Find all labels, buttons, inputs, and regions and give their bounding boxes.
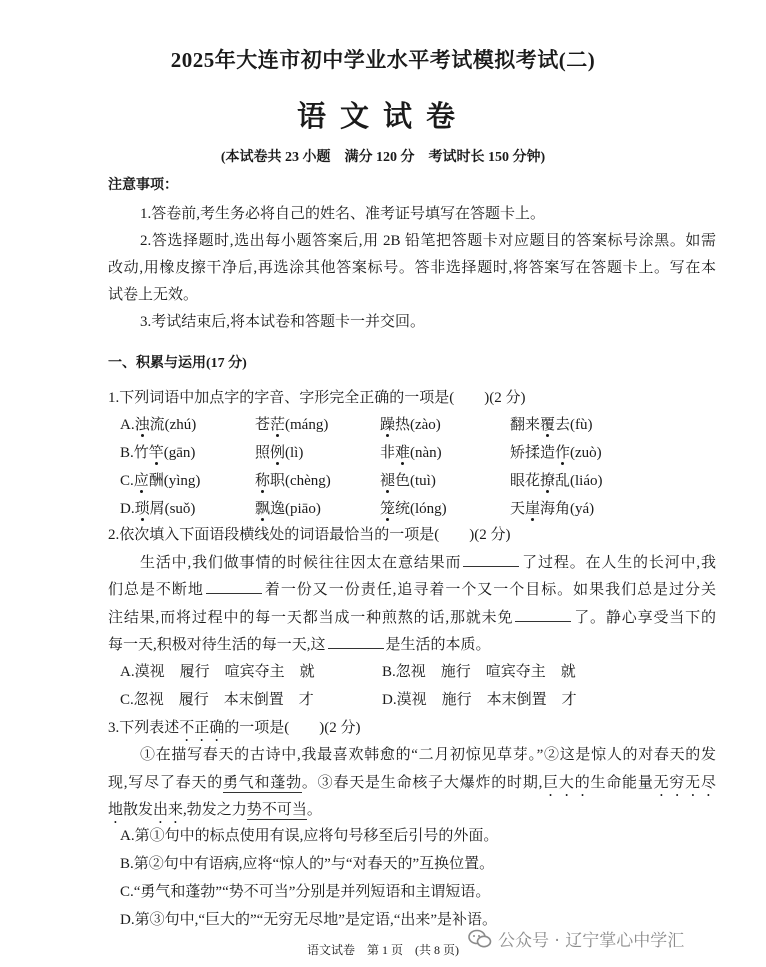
option-word: 躁热(zào) [380, 417, 441, 433]
watermark-text: 公众号 · 辽宁掌心中学汇 [498, 931, 685, 951]
option-word: 浊流(zhú) [134, 417, 197, 433]
passage-text: 们总是不断地 [108, 582, 204, 598]
option-word: 照例(lì) [255, 445, 304, 461]
option-d-word-item [380, 499, 447, 519]
option-d-word-item [255, 499, 321, 519]
passage-line [108, 634, 491, 655]
emphasis-dot [386, 518, 389, 521]
emphasis-dot [401, 462, 404, 465]
passage-line [108, 773, 716, 800]
passage-text: 每一天,积极对待生活的每一天,这 [108, 637, 326, 653]
fill-blank [206, 579, 262, 594]
text-segment: 散发 [123, 802, 154, 818]
option-word: 苍茫(máng) [255, 417, 329, 433]
text-segment: 3.下列表述 [108, 720, 180, 736]
emphasis-dot [546, 434, 549, 437]
dotted-text: 巨大的 [542, 775, 591, 791]
emphasis-dot [386, 434, 389, 437]
notice-item-cont: 改动,用橡皮擦干净后,再选涂其他答案标号。答非选择题时,将答案写在答题卡上。写在本 [108, 260, 716, 276]
text-segment: 。③春天是生命核子大爆炸的时期, [301, 775, 543, 791]
passage-line [108, 607, 716, 628]
emphasis-dot [155, 462, 158, 465]
watermark [468, 926, 684, 951]
text-segment: ①在描写春天的古诗中,我最喜欢韩愈的“二月初惊见草芽。”②这是惊人的对春天的发 [140, 747, 716, 763]
dotted-text: 出来 [153, 802, 184, 818]
emphasis-dot [140, 490, 143, 493]
option-word: 眼花撩乱(liáo) [510, 473, 603, 489]
option-b: B.忽视 施行 喧宾夺主 就 [382, 664, 576, 680]
notice-item: 1.答卷前,考生务必将自己的姓名、准考证号填写在答题卡上。 [140, 206, 546, 222]
dotted-text: 不正确 [179, 720, 225, 736]
emphasis-dot [276, 434, 279, 437]
option-word: 天崖海角(yá) [510, 501, 595, 517]
option-word: 非难(nàn) [380, 445, 442, 461]
passage-text: 着一份又一份责任,追寻着一个又一个目标。如果我们总是过分关 [263, 582, 716, 598]
section-heading: 一、积累与运用(17 分) [108, 356, 247, 371]
text-segment: 。 [306, 802, 322, 818]
passage-text: 了。静心享受当下的 [573, 610, 716, 626]
fill-blank [515, 607, 571, 622]
option-word: 飘逸(piāo) [255, 501, 321, 517]
dotted-text: 无穷无尽 [653, 775, 716, 791]
option-a-word-item [510, 415, 593, 435]
option-a: A.第①句中的标点使用有误,应将句号移至后引号的外面。 [120, 828, 499, 844]
text-segment: ,勃发之力 [183, 802, 247, 818]
notice-heading: 注意事项： [108, 178, 178, 193]
notice-item: 2.答选择题时,选出每小题答案后,用 2B 铅笔把答题卡对应题目的答案标号涂黑。如需 [140, 233, 716, 249]
emphasis-dot [261, 490, 264, 493]
question-stem: 1.下列词语中加点字的字音、字形完全正确的一项是( )(2 分) [108, 390, 526, 406]
option-d: D.第③句中,“巨大的”“无穷无尽地”是定语,“出来”是补语。 [120, 912, 498, 928]
dotted-text: 地 [108, 802, 124, 818]
emphasis-dot [546, 490, 549, 493]
passage-line [108, 579, 716, 600]
option-b-word-item [120, 443, 195, 463]
option-d-word-item [120, 499, 195, 519]
option-c-word-item [380, 471, 436, 491]
exam-title: 2025年大连市初中学业水平考试模拟考试(二) [170, 48, 596, 72]
passage-line [108, 800, 322, 827]
option-word: 矫揉造作(zuò) [510, 445, 602, 461]
option-a-word-item [255, 415, 328, 435]
emphasis-dot [261, 518, 264, 521]
passage-text: 注结果,而将过程中的每一天都当成一种煎熬的话,那就未免 [108, 610, 514, 626]
option-b: B.第②句中有语病,应将“惊人的”与“对春天的”互换位置。 [120, 856, 495, 872]
option-b-word-item [255, 443, 303, 463]
option-c: C.忽视 履行 本末倒置 才 [120, 692, 314, 708]
question-stem: 2.依次填入下面语段横线处的词语最恰当的一项是( )(2 分) [108, 527, 511, 543]
emphasis-dot [276, 462, 279, 465]
exam-info: (本试卷共 23 小题 满分 120 分 考试时长 150 分钟) [220, 150, 546, 165]
subject-title: 语文试卷 [296, 101, 469, 133]
option-d: D.漠视 施行 本末倒置 才 [382, 692, 577, 708]
emphasis-dot [531, 518, 534, 521]
option-c-word-item [255, 471, 331, 491]
option-word: 翻来覆去(fù) [510, 417, 593, 433]
wechat-icon [468, 929, 492, 949]
option-label: A. [120, 417, 135, 433]
option-word: 称职(chèng) [255, 473, 331, 489]
option-word: 竹竿(gān) [133, 445, 196, 461]
fill-blank [463, 552, 519, 567]
emphasis-dot [561, 462, 564, 465]
passage-text: 了过程。在人生的长河中,我 [521, 555, 716, 571]
option-label: B. [120, 445, 134, 461]
option-a-word-item [120, 415, 196, 435]
passage-line [140, 552, 716, 573]
passage-line [140, 745, 716, 765]
option-a-word-item [380, 415, 441, 435]
passage-text: 生活中,我们做事情的时候往往因太在意结果而 [140, 555, 462, 571]
emphasis-dot [141, 518, 144, 521]
underlined-text: 勇气和蓬勃 [223, 775, 302, 791]
option-c-word-item [120, 471, 200, 491]
option-label: C. [120, 473, 134, 489]
question-stem [108, 718, 361, 745]
option-a: A.漠视 履行 喧宾夺主 就 [120, 664, 315, 680]
fill-blank [328, 634, 384, 649]
option-word: 笼统(lóng) [380, 501, 447, 517]
emphasis-dot [386, 490, 389, 493]
notice-item-cont: 试卷上无效。 [108, 287, 199, 303]
option-word: 褪色(tuì) [380, 473, 436, 489]
option-b-word-item [510, 443, 602, 463]
emphasis-dot [141, 434, 144, 437]
notice-item: 3.考试结束后,将本试卷和答题卡一并交回。 [140, 314, 426, 330]
text-segment: 的一项是( )(2 分) [224, 720, 361, 736]
option-d-word-item [510, 499, 594, 519]
passage-text: 是生活的本质。 [385, 637, 491, 653]
option-label: D. [120, 501, 135, 517]
option-c: C.“勇气和蓬勃”“势不可当”分别是并列短语和主谓短语。 [120, 884, 491, 900]
text-segment: 生命能量 [590, 775, 654, 791]
option-word: 应酬(yìng) [133, 473, 201, 489]
option-word: 琐屑(suǒ) [134, 501, 196, 517]
option-b-word-item [380, 443, 442, 463]
page-footer: 语文试卷 第 1 页 (共 8 页) [307, 943, 459, 957]
underlined-text: 势不可当 [246, 802, 307, 818]
option-c-word-item [510, 471, 602, 491]
text-segment: 现,写尽了春天的 [108, 775, 223, 791]
